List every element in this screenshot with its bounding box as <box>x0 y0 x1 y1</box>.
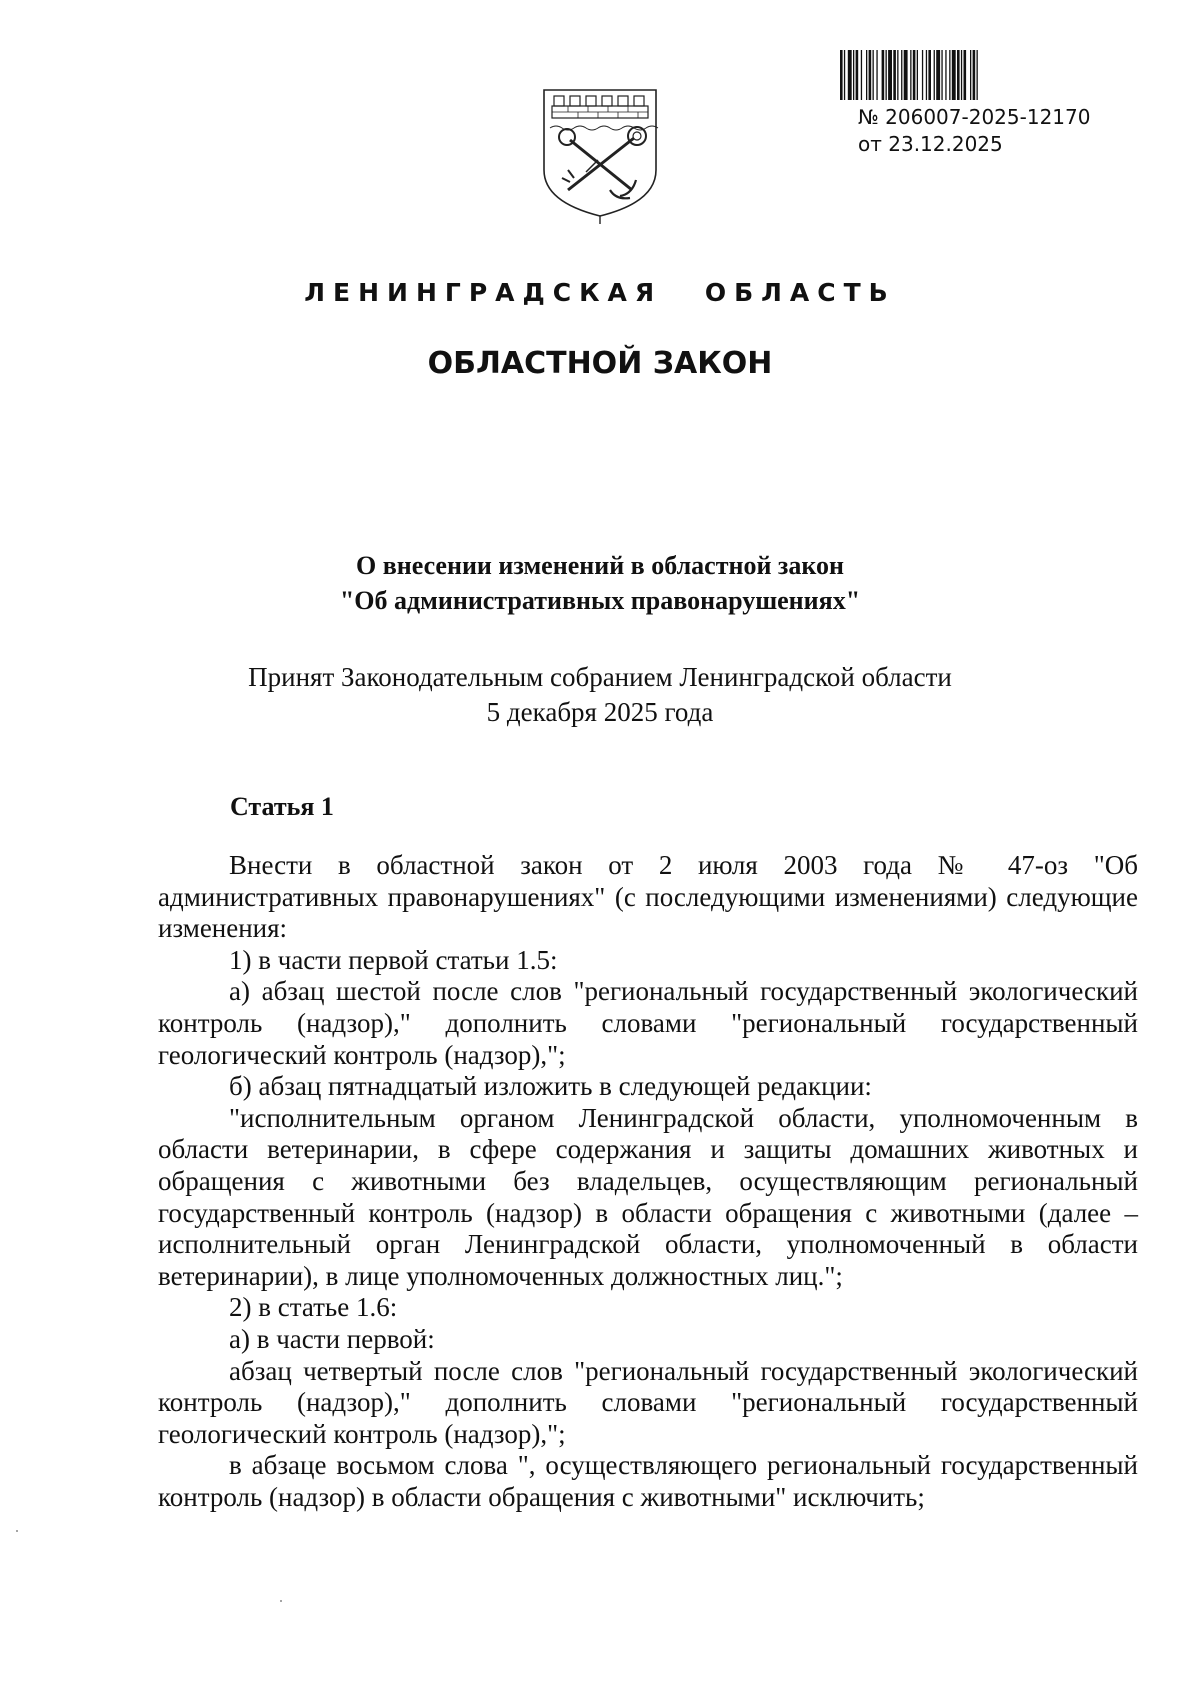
scan-speck <box>280 1600 282 1602</box>
article-body <box>158 850 1138 1513</box>
article-heading: Статья 1 <box>230 792 334 821</box>
law-title-line-1: О внесении изменений в областной закон <box>355 551 845 580</box>
article-paragraph: в абзаце восьмом слова ", осуществляющего региональный государственный контроль (надзор) в области обращения с животными" исключить; <box>158 1450 1138 1512</box>
law-type-heading: ОБЛАСТНОЙ ЗАКОН <box>427 346 773 381</box>
article-paragraph: б) абзац пятнадцатый изложить в следующей редакции: <box>229 1071 872 1102</box>
scan-speck <box>16 1530 18 1532</box>
registration-number: № 206007-2025-12170 <box>858 105 1091 129</box>
law-title <box>0 548 1200 618</box>
coat-of-arms-emblem <box>540 86 660 226</box>
region-heading: ЛЕНИНГРАДСКАЯ ОБЛАСТЬ <box>304 278 896 307</box>
article-paragraph: 1) в части первой статьи 1.5: <box>229 944 558 975</box>
adoption-line-1: Принят Законодательным собранием Ленинградской области <box>248 662 952 692</box>
article-paragraph: а) в части первой: <box>229 1323 435 1354</box>
article-paragraph: 2) в статье 1.6: <box>229 1292 398 1323</box>
law-title-line-2: "Об административных правонарушениях" <box>339 586 861 615</box>
adoption-line-2: 5 декабря 2025 года <box>486 697 714 727</box>
registration-date: от 23.12.2025 <box>858 132 1003 156</box>
article-paragraph: Внести в областной закон от 2 июля 2003 года № 47-оз "Об административных правонарушениях" (с последующими изменениями) следующие изменения: <box>158 850 1138 944</box>
registration-block <box>858 104 1090 158</box>
article-paragraph: абзац четвертый после слов "региональный государственный экологический контроль (надзор)," дополнить словами "региональный государственный геологический контроль (надзор),"; <box>158 1355 1138 1449</box>
article-paragraph: "исполнительным органом Ленинградской области, уполномоченным в области ветеринарии, в сфере содержания и защиты домашних животных и обращения с животными без владельцев, осуществляющим региональный государственный контроль (надзор) в области обращения с животными (далее – исполнительный орган Ленинградской области, уполномоченный в области ветеринарии), в лице уполномоченных должностных лиц."; <box>158 1102 1138 1291</box>
adoption-note <box>0 660 1200 730</box>
barcode-image <box>840 50 1098 100</box>
article-paragraph: а) абзац шестой после слов "региональный государственный экологический контроль (надзор)," дополнить словами "региональный государственный геологический контроль (надзор),"; <box>158 976 1138 1070</box>
